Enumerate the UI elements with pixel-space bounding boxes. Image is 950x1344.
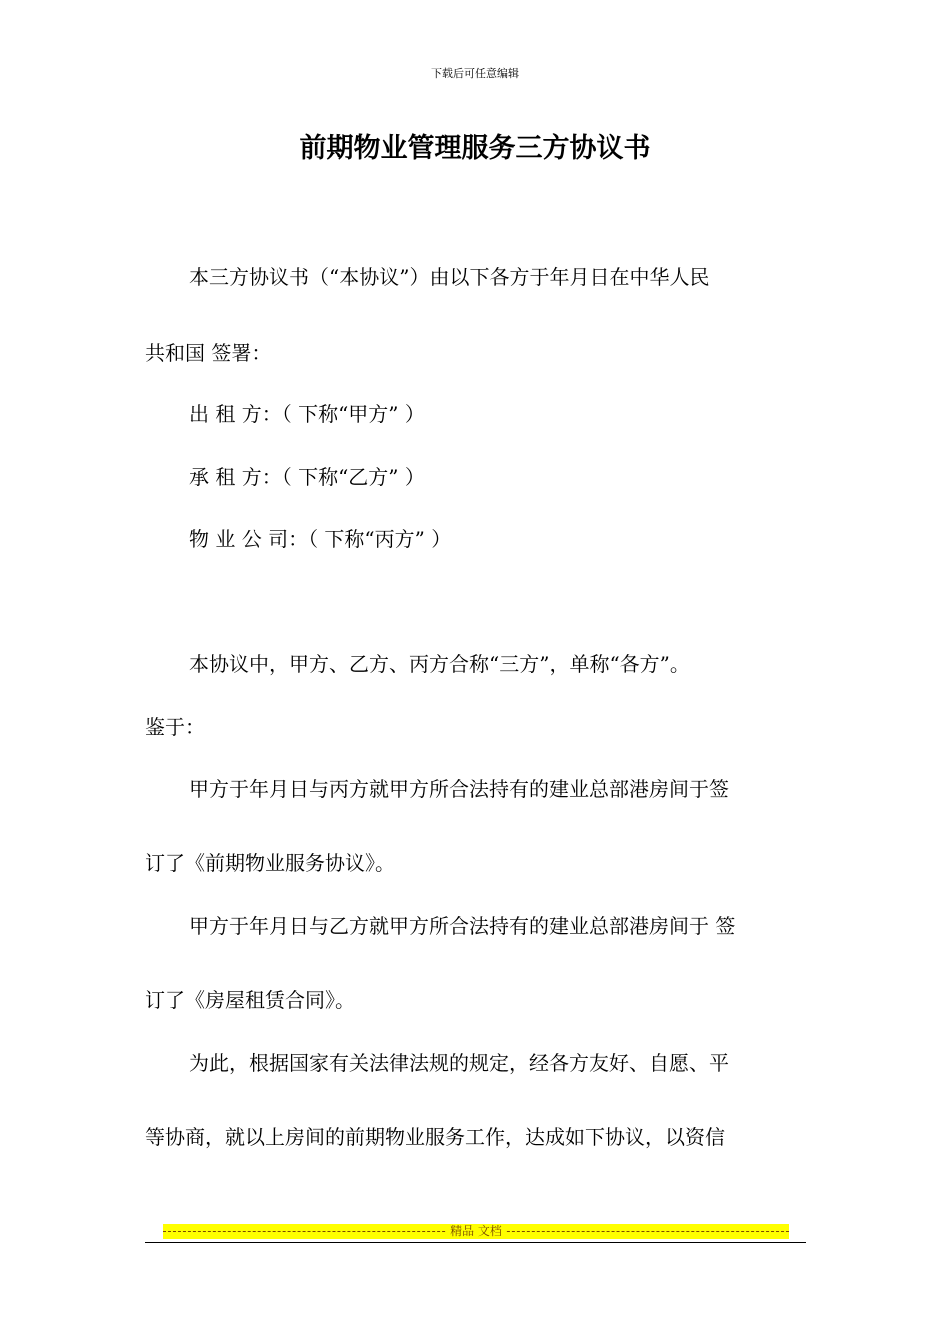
- whereas-heading: 鉴于：: [145, 715, 205, 739]
- document-title: 前期物业管理服务三方协议书: [299, 133, 651, 164]
- intro-line-1: 本三方协议书（“本协议”）由以下各方于年月日在中华人民: [189, 265, 710, 289]
- purpose-line-2: 等协商，就以上房间的前期物业服务工作，达成如下协议，以资信: [145, 1125, 725, 1149]
- party-property-company: 物 业 公 司：（ 下称“丙方” ）: [189, 527, 452, 551]
- header-note: 下载后可任意编辑: [431, 67, 519, 80]
- whereas-2-line-2: 订了《房屋租赁合同》。: [145, 988, 355, 1012]
- party-lessee: 承 租 方：（ 下称“乙方” ）: [189, 465, 425, 489]
- intro-line-2: 共和国 签署：: [145, 341, 272, 365]
- whereas-1-line-1: 甲方于年月日与丙方就甲方所合法持有的建业总部港房间于签: [189, 777, 729, 801]
- party-lessor: 出 租 方：（ 下称“甲方” ）: [189, 402, 425, 426]
- whereas-1-line-2: 订了《前期物业服务协议》。: [145, 851, 395, 875]
- footer-band: [163, 1224, 789, 1239]
- purpose-line-1: 为此，根据国家有关法律法规的规定，经各方友好、自愿、平: [189, 1051, 729, 1075]
- footer-label: 精品 文档: [447, 1224, 505, 1238]
- parties-definition: 本协议中，甲方、乙方、丙方合称“三方”，单称“各方”。: [189, 652, 690, 676]
- footer-rule: [145, 1242, 806, 1243]
- whereas-2-line-1: 甲方于年月日与乙方就甲方所合法持有的建业总部港房间于 签: [189, 914, 736, 938]
